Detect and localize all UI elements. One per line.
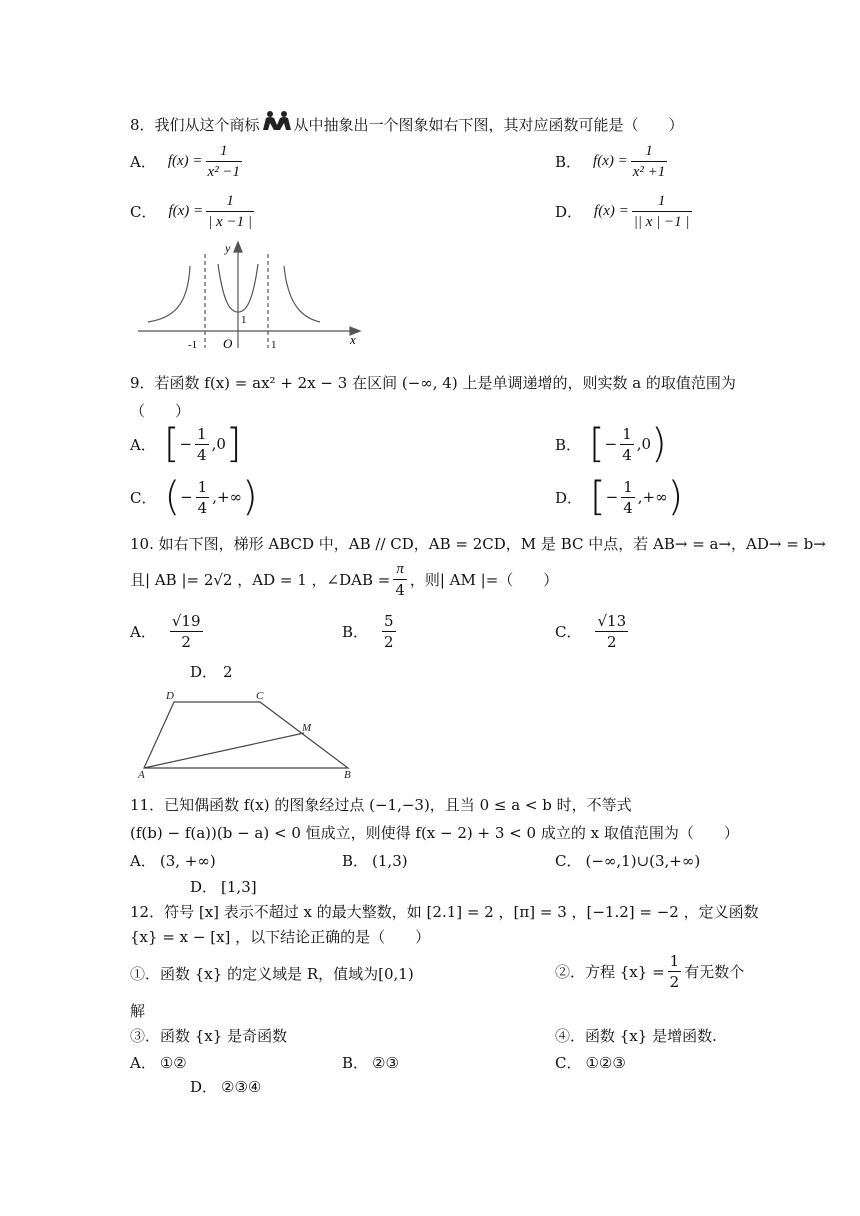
fraction bbox=[195, 425, 209, 464]
q10-line2-part1: 且| AB |= 2√2 ，AD = 1 ，∠DAB = bbox=[130, 571, 391, 589]
trapezoid-abcd bbox=[144, 702, 348, 768]
option-value: ②③④ bbox=[221, 1077, 262, 1096]
option-label: D． bbox=[190, 878, 218, 896]
fraction-numerator: 1 bbox=[197, 424, 207, 443]
statement-2-part2: 有无数个 bbox=[684, 963, 745, 981]
tick-label-pos1: 1 bbox=[271, 339, 277, 351]
q10-option-b[interactable] bbox=[342, 612, 399, 651]
q12-statement-2-wrap: 解 bbox=[130, 1002, 146, 1020]
q10-line2-part2: ，则| AM |=（ ） bbox=[409, 571, 559, 589]
interval-rest: ,0 bbox=[636, 435, 652, 453]
minus-sign: − bbox=[604, 435, 618, 453]
option-value: ①②③ bbox=[585, 1053, 626, 1072]
option-label: A． bbox=[130, 153, 156, 171]
interval-close-bracket: ] bbox=[225, 421, 242, 467]
curve-left-branch bbox=[148, 266, 190, 322]
fraction bbox=[206, 142, 243, 181]
kappa-logo-icon bbox=[262, 110, 292, 132]
fraction bbox=[620, 425, 634, 464]
y-axis-label: y bbox=[225, 241, 231, 255]
option-label: D． bbox=[555, 203, 583, 221]
option-lhs: f(x) = bbox=[593, 153, 628, 169]
q8-option-c[interactable] bbox=[130, 192, 257, 231]
fraction-numerator: 1 bbox=[622, 424, 632, 443]
q12-option-a[interactable] bbox=[130, 1052, 187, 1073]
q11-option-b[interactable] bbox=[342, 850, 408, 871]
fraction-numerator: 1 bbox=[631, 142, 668, 162]
interval-close-bracket: ) bbox=[242, 474, 258, 520]
q8-function-graph bbox=[138, 236, 368, 354]
option-label: B． bbox=[555, 435, 582, 454]
option-label: C． bbox=[130, 488, 157, 507]
vertex-label-a: A bbox=[138, 769, 145, 781]
q9-stem: 9．若函数 f(x) = ax² + 2x − 3 在区间 (−∞, 4) 上是单调递增的，则实数 a 的取值范围为 bbox=[130, 374, 736, 392]
option-label: C． bbox=[555, 852, 582, 870]
q12-statement-3: ③．函数 {x} 是奇函数 bbox=[130, 1027, 288, 1045]
option-value: [1,3] bbox=[221, 877, 257, 896]
fraction-numerator: 1 bbox=[632, 192, 692, 212]
q8-option-a[interactable] bbox=[130, 142, 245, 181]
option-value: ①② bbox=[159, 1053, 187, 1072]
segment-am bbox=[144, 733, 304, 768]
fraction-numerator: 1 bbox=[206, 192, 254, 212]
tick-label-neg1: -1 bbox=[188, 339, 198, 351]
option-label: A． bbox=[130, 852, 156, 870]
minus-sign: − bbox=[180, 488, 193, 506]
q9-option-d[interactable] bbox=[555, 474, 684, 520]
fraction-denominator: 2 bbox=[181, 633, 191, 651]
q8-option-b[interactable] bbox=[555, 142, 670, 181]
curve-right-branch bbox=[284, 266, 320, 322]
option-label: B． bbox=[342, 623, 369, 641]
option-label: A． bbox=[130, 623, 156, 641]
q8-option-d[interactable] bbox=[555, 192, 695, 231]
interval-close-bracket: ) bbox=[651, 421, 667, 467]
q9-option-c[interactable] bbox=[130, 474, 258, 520]
option-value: (1,3) bbox=[372, 851, 408, 870]
fraction-denominator: x² −1 bbox=[207, 164, 241, 180]
fraction-numerator: 1 bbox=[197, 477, 208, 496]
option-value: ②③ bbox=[372, 1053, 399, 1072]
fraction bbox=[206, 192, 254, 231]
y-axis-arrow-icon bbox=[234, 242, 242, 252]
fraction-numerator: 1 bbox=[623, 477, 633, 496]
vertex-label-d: D bbox=[166, 690, 174, 702]
fraction-denominator: x² +1 bbox=[632, 164, 666, 180]
q8-stem bbox=[130, 114, 684, 135]
fraction bbox=[632, 192, 692, 231]
fraction-numerator: 1 bbox=[669, 952, 680, 970]
q11-option-c[interactable] bbox=[555, 850, 700, 871]
vertex-label-m: M bbox=[302, 722, 312, 734]
option-lhs: f(x) = bbox=[167, 153, 203, 169]
option-value: (−∞,1)∪(3,+∞) bbox=[585, 851, 701, 870]
option-label: D． bbox=[555, 488, 583, 507]
option-value: (3, +∞) bbox=[159, 851, 216, 870]
fraction-denominator: 2 bbox=[669, 973, 680, 991]
fraction-numerator: 1 bbox=[206, 142, 243, 162]
statement-2-part1: ②．方程 {x} = bbox=[555, 963, 665, 981]
q12-option-c[interactable] bbox=[555, 1052, 626, 1073]
option-label: B． bbox=[342, 1054, 369, 1072]
fraction bbox=[595, 612, 628, 651]
q10-option-c[interactable] bbox=[555, 612, 631, 651]
y-intercept-label: 1 bbox=[241, 314, 247, 326]
fraction bbox=[621, 478, 635, 517]
option-label: A． bbox=[130, 1054, 156, 1072]
q12-statement-2 bbox=[555, 952, 744, 991]
option-label: C． bbox=[555, 623, 582, 641]
q9-option-b[interactable] bbox=[555, 421, 667, 467]
q10-stem-line1: 10. 如右下图，梯形 ABCD 中，AB // CD，AB = 2CD，M 是 BC 中点，若 AB→ = a→，AD→ = b→ bbox=[130, 535, 826, 553]
interval-open-bracket: [ bbox=[589, 421, 605, 467]
minus-sign: − bbox=[179, 435, 193, 453]
interval-rest: ,+∞ bbox=[212, 488, 243, 506]
x-axis-label: x bbox=[350, 332, 356, 347]
q10-option-d[interactable] bbox=[190, 661, 233, 682]
fraction-denominator: || x | −1 | bbox=[633, 214, 690, 230]
q12-option-b[interactable] bbox=[342, 1052, 399, 1073]
vertex-label-b: B bbox=[344, 769, 351, 781]
interval-rest: ,+∞ bbox=[637, 488, 668, 506]
interval-open-bracket: [ bbox=[163, 421, 180, 467]
fraction-numerator: √13 bbox=[597, 612, 627, 630]
vertex-label-c: C bbox=[256, 690, 264, 702]
fraction bbox=[170, 612, 203, 651]
q11-option-d[interactable] bbox=[190, 876, 257, 897]
fraction-denominator: 4 bbox=[623, 498, 633, 517]
fraction bbox=[196, 478, 210, 517]
q12-stem-line1: 12．符号 [x] 表示不超过 x 的最大整数，如 [2.1] = 2 ，[π] = 3 ，[−1.2] = −2 ，定义函数 bbox=[130, 903, 759, 921]
fraction-denominator: 2 bbox=[384, 633, 394, 651]
q10-trapezoid-figure bbox=[138, 686, 368, 782]
fraction-denominator: | x −1 | bbox=[208, 214, 252, 230]
fraction-denominator: 4 bbox=[622, 445, 632, 464]
interval-open-bracket: ( bbox=[164, 474, 181, 520]
option-label: C． bbox=[555, 1054, 582, 1072]
q12-statement-4: ④．函数 {x} 是增函数. bbox=[555, 1027, 717, 1045]
interval-rest: ,0 bbox=[211, 435, 226, 453]
q9-answer-paren: （ ） bbox=[130, 402, 191, 420]
origin-label: O bbox=[223, 336, 233, 351]
option-label: D． bbox=[190, 663, 218, 681]
q8-stem-part1: 8．我们从这个商标 bbox=[130, 116, 260, 134]
fraction-denominator: 4 bbox=[395, 581, 405, 599]
fraction-denominator: 2 bbox=[607, 633, 617, 651]
fraction bbox=[668, 952, 682, 991]
fraction-denominator: 4 bbox=[197, 445, 207, 464]
option-label: B． bbox=[555, 153, 582, 171]
q8-stem-part2: 从中抽象出一个图象如右下图，其对应函数可能是（ ） bbox=[293, 116, 684, 134]
fraction-numerator: √19 bbox=[171, 612, 201, 630]
option-value: 2 bbox=[223, 662, 233, 681]
minus-sign: − bbox=[605, 488, 619, 506]
option-label: A． bbox=[130, 435, 156, 454]
option-label: D． bbox=[190, 1078, 218, 1096]
q11-stem-line1: 11．已知偶函数 f(x) 的图象经过点 (−1,−3)，且当 0 ≤ a < b 时，不等式 bbox=[130, 796, 632, 814]
q10-stem-line2 bbox=[130, 560, 558, 599]
option-label: B． bbox=[342, 852, 369, 870]
q11-stem-line2: (f(b) − f(a))(b − a) < 0 恒成立，则使得 f(x − 2) + 3 < 0 成立的 x 取值范围为（ ） bbox=[130, 824, 739, 842]
q12-option-d[interactable] bbox=[190, 1076, 261, 1097]
option-label: C． bbox=[130, 203, 157, 221]
fraction bbox=[382, 612, 396, 651]
fraction-denominator: 4 bbox=[197, 498, 208, 517]
q11-option-a[interactable] bbox=[130, 850, 216, 871]
option-lhs: f(x) = bbox=[168, 203, 204, 219]
fraction-numerator: 5 bbox=[384, 612, 394, 630]
q10-option-a[interactable] bbox=[130, 612, 206, 651]
fraction bbox=[393, 560, 407, 599]
q12-statement-1: ①．函数 {x} 的定义域是 R，值域为[0,1) bbox=[130, 965, 414, 983]
q12-stem-line2: {x} = x − [x] ，以下结论正确的是（ ） bbox=[130, 928, 431, 946]
fraction-numerator: π bbox=[393, 560, 407, 580]
fraction bbox=[631, 142, 668, 181]
interval-close-bracket: ) bbox=[667, 474, 684, 520]
interval-open-bracket: [ bbox=[590, 474, 606, 520]
q9-option-a[interactable] bbox=[130, 421, 242, 467]
option-lhs: f(x) = bbox=[594, 203, 629, 219]
